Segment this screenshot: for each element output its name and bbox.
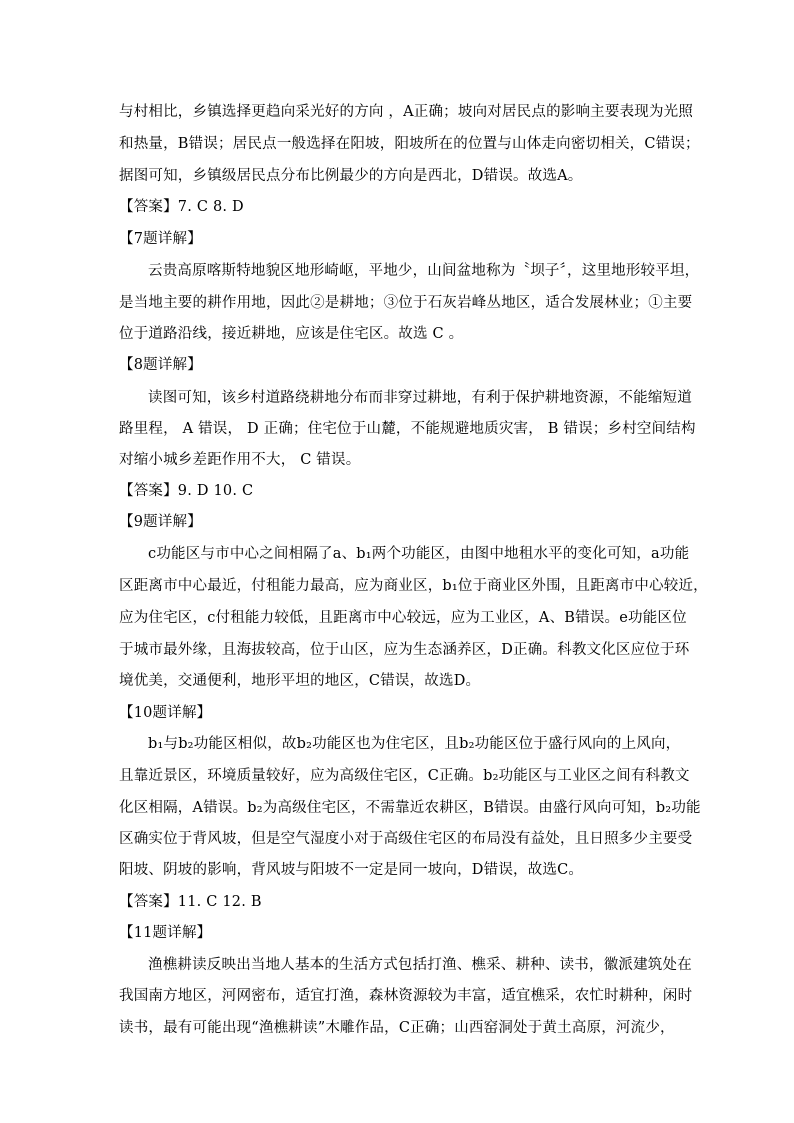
paragraph-line: 区距离市中心最近，付租能力最高，应为商业区，b₁位于商业区外围，且距离市中心较近， <box>119 578 708 594</box>
answer-line: 【答案】11. C 12. B <box>119 894 262 910</box>
paragraph-line: 位于道路沿线，接近耕地，应该是住宅区。故选 C 。 <box>119 326 464 342</box>
answer-line: 【答案】9. D 10. C <box>119 483 254 499</box>
paragraph-line: 渔樵耕读反映出当地人基本的生活方式包括打渔、樵采、耕种、读书，徽派建筑处在 <box>148 957 692 973</box>
paragraph-line: 应为住宅区，c付租能力较低，且距离市中心较远，应为工业区，A、B错误。e功能区位 <box>119 610 687 626</box>
section-heading: 【8题详解】 <box>119 357 202 373</box>
paragraph-line: 是当地主要的耕作用地，因此②是耕地；③位于石灰岩峰丛地区，适合发展林业；①主要 <box>119 295 693 311</box>
paragraph-line: 读书，最有可能出现“渔樵耕读”木雕作品，C正确；山西窑洞处于黄土高原，河流少， <box>119 1020 675 1036</box>
section-heading: 【11题详解】 <box>119 925 212 941</box>
section-heading: 【10题详解】 <box>119 705 212 721</box>
section-heading: 【7题详解】 <box>119 231 202 247</box>
paragraph-line: 云贵高原喀斯特地貌区地形崎岖，平地少，山间盆地称为〝坝子〞，这里地形较平坦， <box>148 263 700 279</box>
paragraph-line: b₁与b₂功能区相似，故b₂功能区也为住宅区，且b₂功能区位于盛行风向的上风向， <box>148 736 681 752</box>
paragraph-line: 与村相比，乡镇选择更趋向采光好的方向 ，A正确；坡向对居民点的影响主要表现为光照 <box>119 104 694 120</box>
paragraph-line: 于城市最外缘，且海拔较高，位于山区，应为生态涵养区，D正确。科教文化区应位于环 <box>119 642 690 658</box>
paragraph-line: 据图可知，乡镇级居民点分布比例最少的方向是西北，D错误。故选A。 <box>119 168 583 184</box>
paragraph-line: 境优美，交通便利，地形平坦的地区，C错误，故选D。 <box>119 673 481 689</box>
paragraph-line: 且靠近景区，环境质量较好，应为高级住宅区，C正确。b₂功能区与工业区之间有科教文 <box>119 768 690 784</box>
paragraph-line: c功能区与市中心之间相隔了a、b₁两个功能区，由图中地租水平的变化可知，a功能 <box>148 546 690 562</box>
paragraph-line: 读图可知，该乡村道路绕耕地分布而非穿过耕地，有利于保护耕地资源，不能缩短道 <box>148 390 692 406</box>
paragraph-line: 和热量，B错误；居民点一般选择在阳坡，阳坡所在的位置与山体走向密切相关，C错误； <box>119 136 700 152</box>
paragraph-line: 路里程， A 错误， D 正确；住宅位于山麓，不能规避地质灾害， B 错误；乡村空间结构 <box>119 421 696 437</box>
paragraph-line: 阳坡、阴坡的影响，背风坡与阳坡不一定是同一坡向，D错误，故选C。 <box>119 862 584 878</box>
section-heading: 【9题详解】 <box>119 514 202 530</box>
paragraph-line: 我国南方地区，河网密布，适宜打渔，森林资源较为丰富，适宜樵采，农忙时耕种，闲时 <box>119 988 693 1004</box>
paragraph-line: 化区相隔，A错误。b₂为高级住宅区，不需靠近农耕区，B错误。由盛行风向可知，b₂功能 <box>119 800 701 816</box>
answer-line: 【答案】7. C 8. D <box>119 199 244 215</box>
paragraph-line: 区确实位于背风坡，但是空气湿度小对于高级住宅区的布局没有益处，且日照多少主要受 <box>119 831 693 847</box>
paragraph-line: 对缩小城乡差距作用不大， C 错误。 <box>119 452 361 468</box>
